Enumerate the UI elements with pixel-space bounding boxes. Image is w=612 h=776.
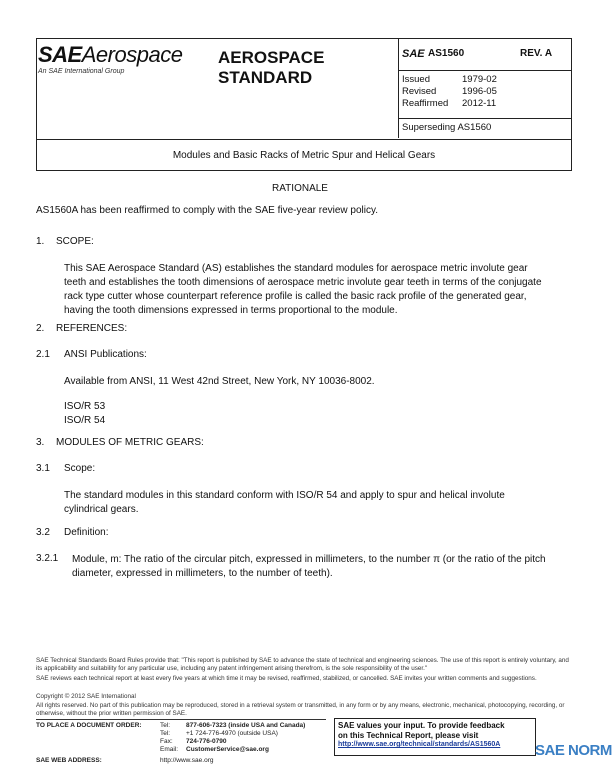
section-1-number: 1. [36,236,45,247]
section-2-1-number: 2.1 [36,349,50,360]
feedback-line1: SAE values your input. To provide feedback [338,721,505,730]
fax-label: Fax: [160,738,173,745]
header-divider [398,70,571,71]
issued-label: Issued [402,74,430,85]
section-3-1-number: 3.1 [36,463,50,474]
section-2-title: REFERENCES: [56,323,128,334]
logo-sae: SAE [38,42,82,67]
tel-inside: 877-606-7323 (inside USA and Canada) [186,722,306,729]
web-link[interactable]: http://www.sae.org [160,757,214,764]
footer-review: SAE reviews each technical report at least every five years at which time it may be revised, reaffirmed, stabilized, or cancelled. SAE invites your written comments and suggestions. [36,675,537,682]
tel-label: Tel: [160,722,171,729]
order-label: TO PLACE A DOCUMENT ORDER: [36,722,142,729]
section-1-title: SCOPE: [56,236,94,247]
fax-number: 724-776-0790 [186,738,227,745]
reaffirmed-label: Reaffirmed [402,98,449,109]
section-3-1-text: The standard modules in this standard conform with ISO/R 54 and apply to spur and helical involute cylindrical gears. [64,490,505,515]
revised-date: 1996-05 [462,86,497,97]
header-divider [398,38,399,138]
feedback-link[interactable]: http://www.sae.org/technical/standards/AS1560A [338,741,501,748]
feedback-line2: on this Technical Report, please visit [338,730,479,740]
sae-mark: SAE [402,48,425,60]
section-2-1-title: ANSI Publications: [64,349,147,360]
sae-norm-watermark: SAE NORM [535,742,612,759]
footer-divider [36,719,326,720]
sae-aerospace-logo [38,42,182,68]
rationale-text: AS1560A has been reaffirmed to comply with the SAE five-year review policy. [36,205,379,216]
footer-copyright: Copyright © 2012 SAE International [36,693,136,700]
standard-type [218,48,388,88]
section-3-title: MODULES OF METRIC GEARS: [56,437,204,448]
header-divider [398,118,571,119]
revised-label: Revised [402,86,437,97]
section-3-2-1-number: 3.2.1 [36,553,59,564]
web-label: SAE WEB ADDRESS: [36,757,102,764]
section-1-text: This SAE Aerospace Standard (AS) establishes the standard modules for aerospace metric involute gear teeth and establishes the tooth dimensions of aerospace metric involute gear teeth in terms of the conjugate rack type cutter whose counterpart reference profile is called the basic rack profile of the generated gear, having the tooth dimensions expressed in terms proportional to the module. [64,263,542,316]
footer-rights: All rights reserved. No part of this publication may be reproduced, stored in a retrieval system or transmitted, in any form or by any means, electronic, mechanical, photocopying, recording, or otherwise, without the prior written permission of SAE. [36,702,565,717]
tel-outside: +1 724-776-4970 (outside USA) [186,730,278,737]
revision: REV. A [520,48,553,59]
footer-rules: SAE Technical Standards Board Rules provide that: "This report is published by SAE to advance the state of technical and engineering sciences. The use of this report is entirely voluntary, and its applicability and suitability for any particular use, including any patent infringement arising therefrom, is the sole responsibility of the user." [36,657,569,672]
email-label: Email: [160,746,179,753]
logo-subtitle: An SAE International Group [38,68,125,75]
document-title: Modules and Basic Racks of Metric Spur and Helical Gears [172,150,436,161]
reference-iso-r53: ISO/R 53 [64,401,106,412]
email-link[interactable]: CustomerService@sae.org [186,746,269,753]
section-2-1-text: Available from ANSI, 11 West 42nd Street, New York, NY 10036-8002. [64,376,375,387]
doc-number: AS1560 [428,48,465,59]
tel2-label: Tel: [160,730,171,737]
section-3-2-title: Definition: [64,527,109,538]
section-3-2-1-text: Module, m: The ratio of the circular pitch, expressed in millimeters, to the number π (or the ratio of the pitch diameter, expressed in millimeters, to the number of teeth). [72,554,546,579]
section-2-number: 2. [36,323,45,334]
issued-date: 1979-02 [462,74,497,85]
section-3-2-number: 3.2 [36,527,50,538]
standard-type-line2: STANDARD [218,68,313,87]
rationale-heading: RATIONALE [272,183,328,194]
date-block [402,74,497,110]
reference-iso-r54: ISO/R 54 [64,415,106,426]
section-3-number: 3. [36,437,45,448]
superseding: Superseding AS1560 [402,122,492,133]
feedback-box [334,718,536,756]
section-3-1-title: Scope: [64,463,96,474]
reaffirmed-date: 2012-11 [462,98,497,109]
logo-word: Aerospace [81,42,183,67]
standard-type-line1: AEROSPACE [218,48,325,67]
